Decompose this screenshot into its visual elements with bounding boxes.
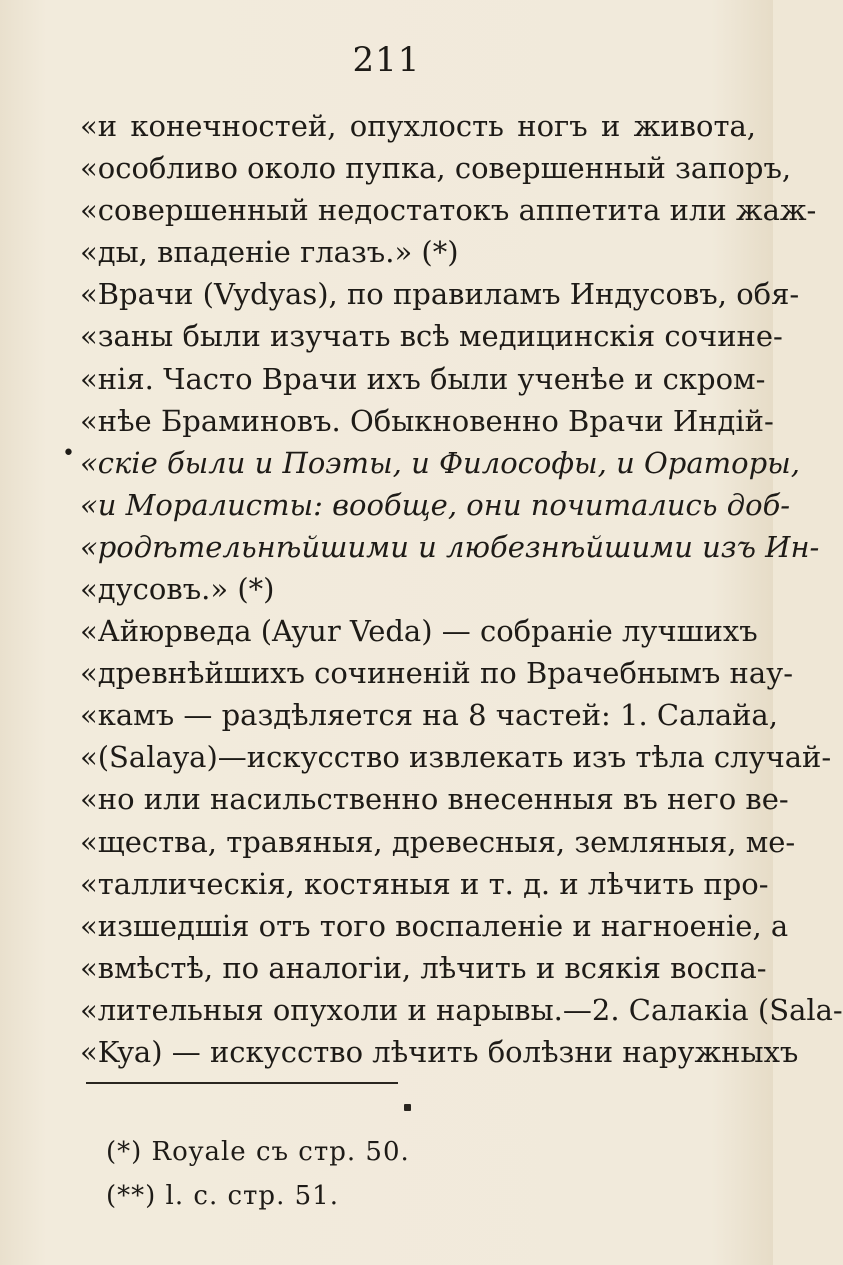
- footnote: (*) Royale съ стр. 50.: [106, 1137, 410, 1167]
- text-line: «скіе были и Поэты, и Философы, и Ораторы,: [80, 446, 800, 480]
- text-line: «таллическія, костяныя и т. д. и лѣчить про-: [80, 867, 769, 901]
- ink-mark: [404, 1104, 411, 1111]
- text-line: «особливо около пупка, совершенный запоръ,: [80, 151, 792, 185]
- page-number: 211: [352, 40, 421, 80]
- footnote: (**) l. c. стр. 51.: [106, 1181, 339, 1211]
- text-line: «и конечностей, опухлость ногъ и живота,: [80, 109, 756, 143]
- text-line: «нѣе Браминовъ. Обыкновенно Врачи Индій-: [80, 404, 774, 438]
- text-line: «вмѣстѣ, по аналогіи, лѣчить и всякія воспа-: [80, 951, 767, 985]
- footnote-rule: [86, 1082, 398, 1084]
- text-line: «изшедшія отъ того воспаленіе и нагноеніе, а: [80, 909, 789, 943]
- text-line: «совершенный недостатокъ аппетита или жаж-: [80, 193, 817, 227]
- text-line: «дусовъ.» (*): [80, 572, 275, 606]
- text-line: «нія. Часто Врачи ихъ были ученѣе и скром-: [80, 362, 766, 396]
- text-line: «Kya) — искусство лѣчить болѣзни наружныхъ: [80, 1035, 799, 1069]
- text-line: «камъ — раздѣляется на 8 частей: 1. Салайа,: [80, 698, 778, 732]
- text-line: «Врачи (Vydyas), по правиламъ Индусовъ, обя-: [80, 277, 800, 311]
- text-line: «ды, впаденіе глазъ.» (*): [80, 235, 459, 269]
- text-line: «лительныя опухоли и нарывы.—2. Салакіа (Sala-: [80, 993, 843, 1027]
- text-line: «(Salaya)—искусство извлекать изъ тѣла случай-: [80, 740, 832, 774]
- text-line: «родѣтельнѣйшими и любезнѣйшими изъ Ин-: [80, 530, 820, 564]
- text-line: «но или насильственно внесенныя въ него ве-: [80, 782, 789, 816]
- text-line: «щества, травяныя, древесныя, земляныя, ме-: [80, 825, 796, 859]
- text-line: «древнѣйшихъ сочиненій по Врачебнымъ нау-: [80, 656, 794, 690]
- text-line: «заны были изучать всѣ медицинскія сочине-: [80, 319, 783, 353]
- margin-mark: •: [62, 441, 75, 466]
- text-line: «Айюрведа (Ayur Veda) — собраніе лучшихъ: [80, 614, 758, 648]
- text-line: «и Моралисты: вообще, они почитались доб-: [80, 488, 791, 522]
